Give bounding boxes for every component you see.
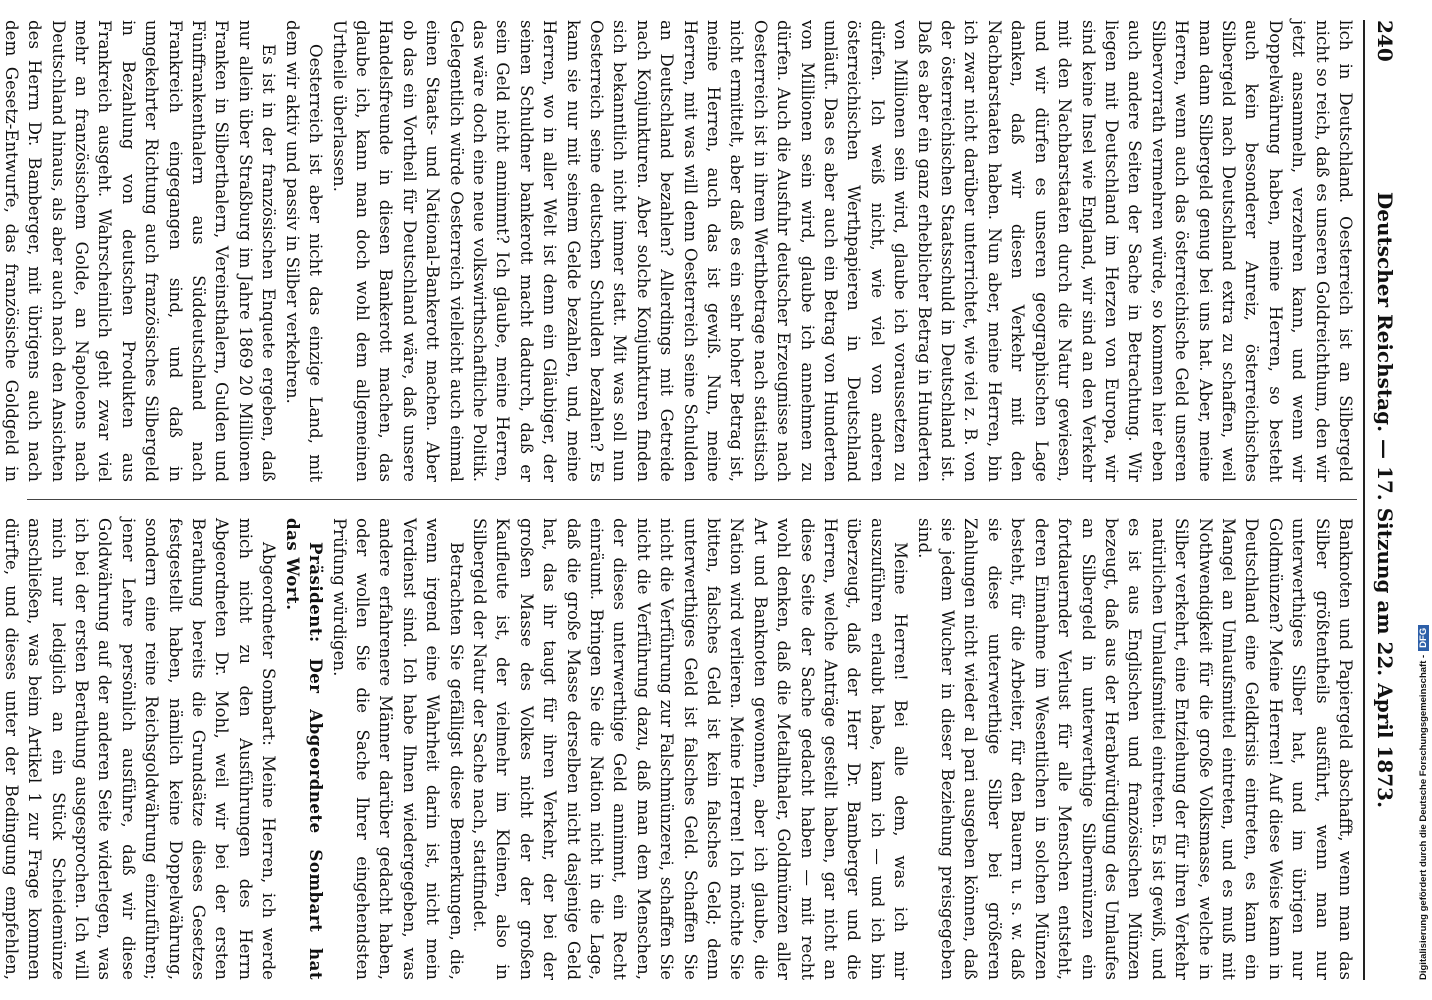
right-column bbox=[1, 518, 1357, 980]
text-columns bbox=[1, 20, 1357, 980]
page-title: Deutscher Reichstag. — 17. Sitzung am 22. April 1873. bbox=[1373, 191, 1397, 809]
imprint-text bbox=[1418, 625, 1429, 980]
paragraph: Es ist in der französischen Enquete ergeben, daß nur allein über Straßburg im Jahre 1869 20 Millionen Franken in Silberthalern, Vereinsthalern, Gulden und Fünffrankenthalern aus Süddeutschland nach Frankreich eingegangen sind, und daß in umgekehrter Richtung auch französisches Silbergeld in Bezahlung von deutschen Produkten aus Frankreich ausgeht. Wahrscheinlich geht zwar viel mehr an französischem Golde, an Napoleons nach Deutschland hinaus, als aber auch nach den Ansichten des Herrn Dr. Bamberger, mit übrigens auch nach dem Gesetz-Entwurfe, das französische Goldgeld in bbox=[1, 20, 279, 482]
speaker-paragraph: Präsident: Der Abgeordnete Sombart hat das Wort. bbox=[282, 518, 327, 980]
page-number: 240 bbox=[1373, 20, 1397, 62]
paragraph: Meine Herren! Bei alle dem, was ich mir auszuführen erlaubt habe, kann ich — und ich bin überzeugt, daß der Herr Dr. Bamberger und die Herren, welche Anträge gestellt haben, gar nicht an diese Seite der Sache gedacht haben — mit recht wohl denken, daß die Metallthaler, Goldmünzen aller Art und Banknoten gewonnen, aber ich glaube, die Nation wird verlieren. Meine Herren! Ich möchte Sie bitten, falsches Geld ist kein falsches Geld; denn unterwerthiges Geld ist falsches Geld. Schaffen Sie nicht die Verführung zur Falschmünzerei, schaffen Sie nicht die Verführung dazu, daß man dem Menschen, der dieses unterwerthige Geld annimmt, ein Recht einräumt. Bringen Sie die Nation nicht in die Lage, daß die große Masse derselben nicht dasjenige Geld hat, das ihr taugt für ihren Verkehr, der bei der großen Masse des Volkes nicht der der großen Kaufleute ist, der vielmehr im Kleinen, also in Silbergeld der Natur der Sache nach, stattfindet. bbox=[469, 518, 911, 980]
paragraph: Abgeordneter Sombart: Meine Herren, ich werde mich nicht zu den Ausführungen des Herrn Abgeordneten Dr. Mohl, weil wir bei der ersten Berathung bereits die Grundsätze dieses Gesetzes festgestellt haben, nämlich keine Doppelwährung, sondern eine reine Reichsgoldwährung einzuführen; jener Lehre persönlich ausführe, daß wir diese Goldwährung auf der anderen Seite widerlegen, was ich bei der ersten Berathung ausgesprochen. Ich will mich nur lediglich an ein Stück Scheidemünze anschließen, was beim Artikel 1 zur Frage kommen dürfte, und dieses unter der Bedingung empfehlen, bbox=[1, 518, 279, 980]
paragraph: Oesterreich ist aber nicht das einzige Land, mit dem wir aktiv und passiv in Silber verkehren. bbox=[282, 20, 326, 482]
column-divider bbox=[27, 499, 1357, 500]
paragraph: Betrachten Sie gefälligst diese Bemerkungen, die, wenn irgend eine Wahrheit darin ist, nicht mein Verdienst sind. Ich habe Ihnen wiedergegeben, was andere erfahrenere Männer darüber gedacht haben, oder wollen Sie die Sache Ihrer eingehendsten Prüfung würdigen. bbox=[329, 518, 466, 980]
left-column bbox=[1, 20, 1357, 482]
imprint-label: Digitalisierung gefördert durch die Deutsche Forschungsgemeinschaft - bbox=[1418, 654, 1429, 980]
rotated-document-page bbox=[1, 20, 1405, 980]
paragraph: Banknoten und Papiergeld abschafft, wenn man das Silber größtentheils ausführt, wenn man nur unterwerthiges Silber hat, und im übrigen nur Goldmünzen? Meine Herren! Auf diese Weise kann in Deutschland eine Geldkrisis eintreten, es kann ein Mangel an Umlaufsmittel eintreten, und es muß mit Nothwendigkeit für die große Volksmasse, welche in Silber verkehrt, eine Entziehung der für ihren Verkehr natürlichen Umlaufsmittel eintreten. Es ist gewiß, und es ist aus Englischen und französischen Münzen bezeugt, daß aus der Herabwürdigung des Umlaufes an Silbergeld in unterwerthige Silbermünzen ein fortdauernder Verlust für alle Menschen entsteht, deren Einnahme im Wesentlichen in solchen Münzen besteht, für die Arbeiter, für den Bauern u. s. w. daß sie diese unterwerthige Silber bei größeren Zahlungen nicht wieder al pari ausgeben können, daß sie jedem Wucher in dieser Beziehung preisgegeben sind. bbox=[914, 518, 1355, 980]
dfg-logo-icon: DFG bbox=[1418, 625, 1429, 651]
page-header bbox=[1363, 20, 1405, 980]
paragraph: lich in Deutschland. Oesterreich ist an Silbergeld nicht so reich, daß es unseren Goldreichthum, den wir jetzt ansammeln, verzehren kann, und wenn wir Doppelwährung haben, meine Herren, so besteht auch kein besonderer Anreiz, österreichisches Silbergeld nach Deutschland extra zu schaffen, weil man dann Silbergeld genug bei uns hat. Aber, meine Herren, wenn auch das österreichische Geld unseren Silbervorrath vermehren würde, so kommen hier eben auch andere Seiten der Sache in Betrachtung. Wir liegen mit Deutschland im Herzen von Europa, wir sind keine Insel wie England, wir sind an den Verkehr mit den Nachbarstaaten durch die Natur gewiesen, und wir dürfen es unseren geographischen Lage danken, daß wir diesen Verkehr mit den Nachbarstaaten haben. Nun aber, meine Herren, bin ich zwar nicht darüber unterrichtet, wie viel z. B. von der österreichischen Staatsschuld in Deutschland ist. Daß es aber ein ganz erheblicher Betrag in Hunderten von Millionen sein wird, glaube ich voraussetzen zu dürfen. Ich weiß nicht, wie viel von anderen österreichischen Werthpapieren in Deutschland umläuft. Das es aber auch ein Betrag von Hunderten von Millionen sein wird, glaube ich annehmen zu dürfen. Auch die Ausfuhr deutscher Erzeugnisse nach Oesterreich ist in ihrem Werthbetrage nach statistisch nicht ermittelt, aber daß es ein sehr hoher Betrag ist, meine Herren, auch das ist gewiß. Nun, meine Herren, mit was will denn Oesterreich seine Schulden an Deutschland bezahlen? Allerdings mit Getreide nach Konjunkturen. Aber solche Konjunkturen finden sich bekanntlich nicht immer statt. Mit was soll nun Oesterreich seine deutschen Schulden bezahlen? Es kann sie nur mit seinem Gelde bezahlen, und, meine Herren, wo in aller Welt ist denn ein Gläubiger, der seinen Schuldner bankerott macht dadurch, daß er sein Geld nicht annimmt? Ich glaube, meine Herren, das wäre doch eine neue volkswirthschaftliche Politik. Gelegentlich würde Oesterreich vielleicht auch einmal einen Staats- und National-Bankerott machen. Aber ob das ein Vortheil für Deutschland wäre, daß unsere Handelsfreunde in diesen Bankerott machen, das glaube ich, kann man doch wohl dem allgemeinen Urtheile überlassen. bbox=[329, 20, 1355, 482]
digitization-imprint bbox=[1418, 0, 1432, 1000]
